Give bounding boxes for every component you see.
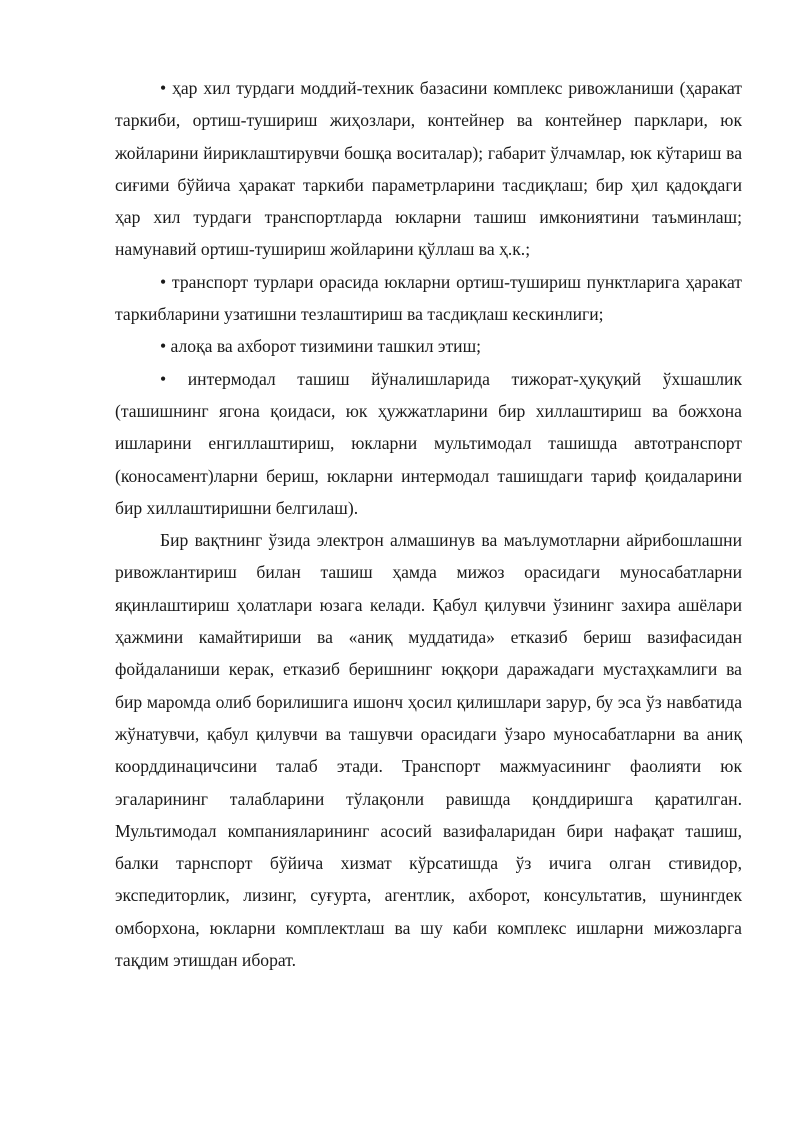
paragraph-electronic-exchange: Бир вақтнинг ўзида электрон алмашинув ва маълумотларни айрибошлашни ривожлантириш билан ташиш ҳамда мижоз орасидаги муносабатларни яқинлаштириш ҳолатлари юзага келади. Қабул қилувчи ўзининг захира ашёлари ҳажмини камайтириши ва «аниқ муддатида» етказиб бериш вазифасидан фойдаланиши керак, етказиб беришнинг юққори даражадаги мустаҳкамлиги ва бир маромда олиб борилишига ишонч ҳосил қилишлари зарур, бу эса ўз навбатида жўнатувчи, қабул қилувчи ва ташувчи орасидаги ўзаро муносабатларни ва аниқ коорддинацичсини талаб этади. Транспорт мажмуасининг фаолияти юк эгаларининг талабларини тўлақонли равишда қонддиришга қаратилган. Мультимодал компанияларининг асосий вазифаларидан бири нафақат ташиш, балки тарнспорт бўйича хизмат кўрсатишда ўз ичига олган стивидор, экспедиторлик, лизинг, суғурта, агентлик, ахборот, консультатив, шунингдек омборхона, юкларни комплектлаш ва шу каби комплекс ишларни мижозларга тақдим этишдан иборат.	[115, 530, 742, 971]
body-text	[115, 72, 742, 976]
bullet-paragraph-transfer-speed: • транспорт турлари орасида юкларни ортиш-тушириш пунктларига ҳаракат таркибларини узатишни тезлаштириш ва тасдиқлаш кескинлиги;	[115, 271, 742, 325]
bullet-paragraph-legal-similarity: • интермодал ташиш йўналишларида тижорат-ҳуқуқий ўхшашлик (ташишнинг ягона қоидаси, юк ҳужжатларини бир хиллаштириш ва божхона ишларини енгиллаштириш, юкларни мультимодал ташишда автотранспорт (коносамент)ларни бериш, юкларни интермодал ташишдаги тариф қоидаларини бир хиллаштиришни белгилаш).	[115, 368, 742, 518]
bullet-paragraph-communication: • алоқа ва ахборот тизимини ташкил этиш;	[160, 336, 482, 357]
bullet-paragraph-material-base: • ҳар хил турдаги моддий-техник базасини комплекс ривожланиши (ҳаракат таркиби, ортиш-тушириш жиҳозлари, контейнер ва контейнер парклари, юк жойларини йириклаштирувчи бошқа воситалар); габарит ўлчамлар, юк кўтариш ва сиғими бўйича ҳаракат таркиби параметрларини тасдиқлаш; бир ҳил қадоқдаги ҳар хил турдаги транспортларда юкларни ташиш имкониятини таъминлаш; намунавий ортиш-тушириш жойларини қўллаш ва ҳ.к.;	[115, 78, 742, 260]
